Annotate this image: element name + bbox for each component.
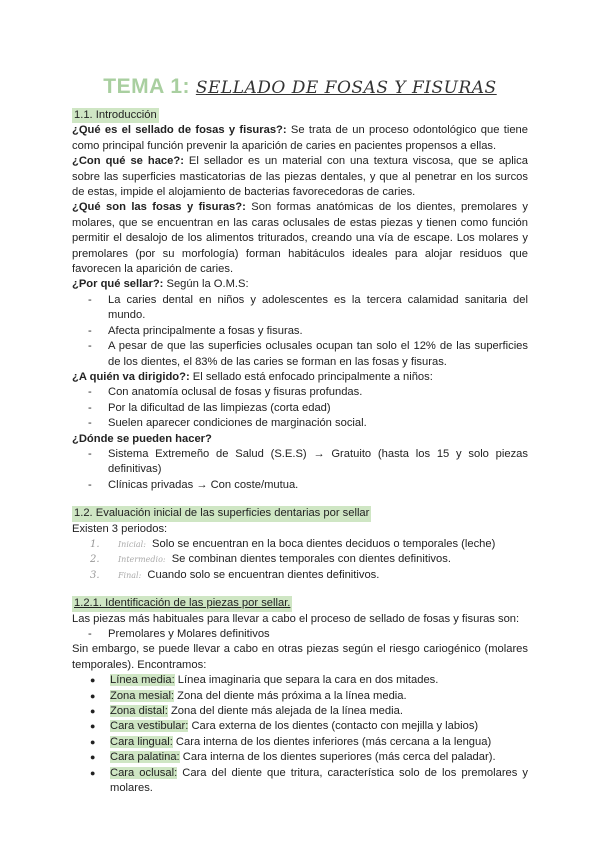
paragraph-a-quien xyxy=(72,370,528,385)
title-prefix: TEMA 1: xyxy=(103,75,190,98)
period-text: Se combinan dientes temporales con dientes definitivos. xyxy=(168,553,451,566)
term-label: Cara lingual: xyxy=(110,735,173,748)
question-label: ¿Dónde se pueden hacer? xyxy=(72,432,212,445)
term-label: Cara vestibular: xyxy=(110,720,189,733)
term-def: Línea imaginaria que separa la cara en dos mitades. xyxy=(174,674,439,687)
paragraph-por-que xyxy=(72,277,528,292)
list-periods xyxy=(72,537,528,583)
section-heading-identificacion: 1.2.1. Identificación de las piezas por sellar. xyxy=(72,596,292,611)
section-heading-introduccion: 1.1. Introducción xyxy=(72,108,159,123)
period-tag: Final: xyxy=(118,570,142,580)
list-item: - Suelen aparecer condiciones de marginación social. xyxy=(88,416,528,431)
list-item: - Por la dificultad de las limpiezas (corta edad) xyxy=(88,401,528,416)
item-number: 3. xyxy=(90,569,100,581)
list-item: - Con anatomía oclusal de fosas y fisuras profundas. xyxy=(88,385,528,400)
question-label: ¿A quién va dirigido?: xyxy=(72,370,190,383)
list-por-que xyxy=(72,293,528,370)
list-item xyxy=(90,568,528,583)
question-label: ¿Por qué sellar?: xyxy=(72,278,164,291)
list-item xyxy=(90,673,528,688)
period-text: Cuando solo se encuentran dientes definitivos. xyxy=(144,568,380,581)
list-piezas xyxy=(72,627,528,642)
term-label: Línea media: xyxy=(110,674,175,687)
section-heading-evaluacion: 1.2. Evaluación inicial de las superficies dentarias por sellar xyxy=(72,506,371,521)
paragraph-sin-embargo: Sin embargo, se puede llevar a cabo en otras piezas según el riesgo cariogénico (molares temporales). Encontramos: xyxy=(72,643,528,671)
list-item xyxy=(90,704,528,719)
term-label: Zona mesial: xyxy=(110,689,175,702)
list-item xyxy=(90,537,528,552)
term-def: Cara del diente que tritura, característica solo de los premolares y molares. xyxy=(110,766,528,795)
identificacion-intro: Las piezas más habituales para llevar a cabo el proceso de sellado de fosas y fisuras son: xyxy=(72,612,520,625)
paragraph-fosas-fisuras xyxy=(72,200,528,277)
answer-text: Son formas anatómicas de los dientes, premolares y molares, que se encuentran en las caras oclusales de estas piezas y tienen como función permitir el desalojo de los alimentos triturados, creando una vía de escape. Los molares y premolares (por su morfología) forman habitáculos ideales para alojar residuos que favorecen la aparición de caries. xyxy=(72,201,528,276)
answer-text: El sellador es un material con una textura viscosa, que se aplica sobre las superficies masticatorias de las piezas dentales, y que al penetrar en los surcos de estas, impide el alojamiento de bacterias favorecedoras de caries. xyxy=(72,155,528,199)
paragraph-donde xyxy=(72,432,528,447)
period-text: Solo se encuentran en la boca dientes deciduos o temporales (leche) xyxy=(148,537,496,550)
list-terms xyxy=(72,673,528,796)
question-label: ¿Qué es el sellado de fosas y fisuras?: xyxy=(72,124,287,137)
item-number: 2. xyxy=(90,554,100,566)
period-tag: Inicial: xyxy=(118,539,146,549)
term-def: Cara interna de los dientes superiores (más cerca del paladar). xyxy=(179,751,496,764)
list-item xyxy=(90,689,528,704)
list-item xyxy=(90,766,528,797)
list-item xyxy=(90,735,528,750)
answer-text: El sellado está enfocado principalmente a niños: xyxy=(189,370,433,383)
term-def: Cara externa de los dientes (contacto con mejilla y labios) xyxy=(188,720,479,733)
list-item: - Clínicas privadas → Con coste/mutua. xyxy=(88,478,528,493)
list-item xyxy=(90,552,528,567)
paragraph-con-que xyxy=(72,154,528,200)
term-label: Cara oclusal: xyxy=(110,766,178,779)
list-item: - Afecta principalmente a fosas y fisuras. xyxy=(88,324,528,339)
list-item: - La caries dental en niños y adolescentes es la tercera calamidad sanitaria del mundo. xyxy=(88,293,528,324)
list-donde xyxy=(72,447,528,493)
paragraph-que-es xyxy=(72,123,528,154)
list-item xyxy=(90,750,528,765)
list-item: - A pesar de que las superficies oclusales ocupan tan solo el 12% de las superficies de los dientes, el 83% de las caries se forman en las fosas y fisuras. xyxy=(88,339,528,370)
answer-text: Se trata de un proceso odontológico que tiene como principal función prevenir la aparición de caries en pacientes propensos a ellas. xyxy=(72,124,528,152)
term-label: Zona distal: xyxy=(110,705,168,718)
period-tag: Intermedio: xyxy=(118,555,166,565)
term-label: Cara palatina: xyxy=(110,751,180,764)
question-label: ¿Con qué se hace?: xyxy=(72,155,184,168)
list-item xyxy=(90,719,528,734)
term-def: Zona del diente más alejada de la línea media. xyxy=(167,705,403,718)
title-main: SELLADO DE FOSAS Y FISURAS xyxy=(195,78,497,98)
document-page xyxy=(72,74,528,796)
item-number: 1. xyxy=(90,538,100,550)
answer-text: Según la O.M.S: xyxy=(163,278,249,291)
periods-intro: Existen 3 periodos: xyxy=(72,522,168,535)
question-label: ¿Qué son las fosas y fisuras?: xyxy=(72,201,246,214)
page-title xyxy=(72,74,528,101)
term-def: Zona del diente más próxima a la línea media. xyxy=(174,689,407,702)
term-def: Cara interna de los dientes inferiores (más cercana a la lengua) xyxy=(172,735,492,748)
list-a-quien xyxy=(72,385,528,431)
list-item: - Premolares y Molares definitivos xyxy=(88,627,528,642)
list-item: - Sistema Extremeño de Salud (S.E.S) → Gratuito (hasta los 15 y solo piezas definitivas) xyxy=(88,447,528,478)
